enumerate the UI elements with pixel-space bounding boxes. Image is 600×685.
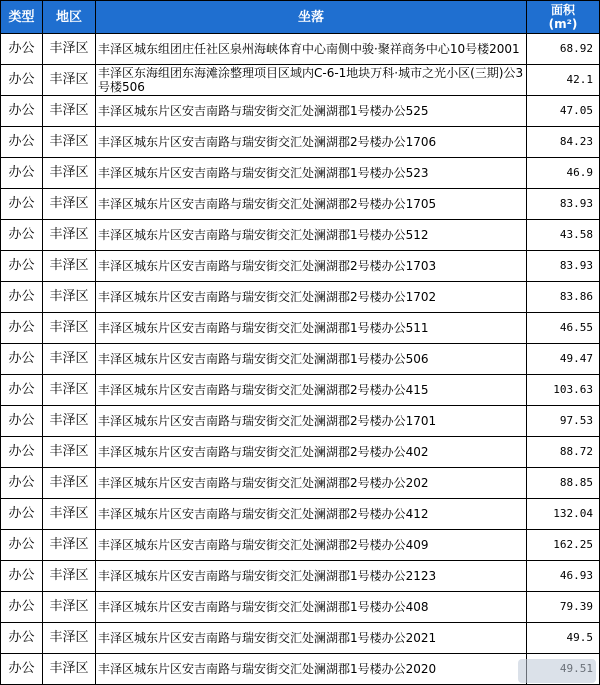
table-row [1, 654, 600, 685]
table-row [1, 189, 600, 220]
cell-type: 办公 [1, 530, 43, 561]
cell-district: 丰泽区 [43, 437, 96, 468]
cell-district: 丰泽区 [43, 530, 96, 561]
cell-address: 丰泽区城东片区安吉南路与瑞安街交汇处澜湖郡2号楼办公1705 [96, 189, 527, 220]
cell-area: 97.53 [527, 406, 600, 437]
cell-type: 办公 [1, 158, 43, 189]
cell-type: 办公 [1, 592, 43, 623]
table-row [1, 220, 600, 251]
cell-area: 83.93 [527, 251, 600, 282]
table-row [1, 251, 600, 282]
cell-address: 丰泽区城东组团庄任社区泉州海峡体育中心南侧中骏·聚祥商务中心10号楼2001 [96, 34, 527, 65]
cell-type: 办公 [1, 499, 43, 530]
table-row [1, 375, 600, 406]
table-row [1, 65, 600, 96]
cell-type: 办公 [1, 561, 43, 592]
cell-address: 丰泽区城东片区安吉南路与瑞安街交汇处澜湖郡1号楼办公511 [96, 313, 527, 344]
cell-area: 83.86 [527, 282, 600, 313]
header-location: 坐落 [96, 1, 527, 34]
table-row [1, 127, 600, 158]
cell-district: 丰泽区 [43, 34, 96, 65]
cell-type: 办公 [1, 468, 43, 499]
cell-district: 丰泽区 [43, 158, 96, 189]
header-area [527, 1, 600, 34]
cell-district: 丰泽区 [43, 65, 96, 96]
cell-address: 丰泽区城东片区安吉南路与瑞安街交汇处澜湖郡2号楼办公415 [96, 375, 527, 406]
cell-district: 丰泽区 [43, 96, 96, 127]
cell-type: 办公 [1, 623, 43, 654]
table-row [1, 499, 600, 530]
cell-area: 83.93 [527, 189, 600, 220]
cell-district: 丰泽区 [43, 344, 96, 375]
cell-type: 办公 [1, 220, 43, 251]
cell-area: 88.72 [527, 437, 600, 468]
cell-area: 68.92 [527, 34, 600, 65]
cell-area: 46.93 [527, 561, 600, 592]
table-header [1, 1, 600, 34]
cell-address: 丰泽区城东片区安吉南路与瑞安街交汇处澜湖郡1号楼办公523 [96, 158, 527, 189]
cell-type: 办公 [1, 375, 43, 406]
cell-type: 办公 [1, 65, 43, 96]
cell-area: 88.85 [527, 468, 600, 499]
cell-address: 丰泽区城东片区安吉南路与瑞安街交汇处澜湖郡2号楼办公409 [96, 530, 527, 561]
table-row [1, 468, 600, 499]
cell-district: 丰泽区 [43, 220, 96, 251]
cell-area: 84.23 [527, 127, 600, 158]
table-row [1, 592, 600, 623]
cell-address: 丰泽区城东片区安吉南路与瑞安街交汇处澜湖郡1号楼办公2021 [96, 623, 527, 654]
cell-district: 丰泽区 [43, 189, 96, 220]
cell-district: 丰泽区 [43, 127, 96, 158]
cell-type: 办公 [1, 344, 43, 375]
table-row [1, 406, 600, 437]
cell-area: 162.25 [527, 530, 600, 561]
cell-type: 办公 [1, 406, 43, 437]
cell-area: 49.47 [527, 344, 600, 375]
cell-type: 办公 [1, 189, 43, 220]
cell-area: 132.04 [527, 499, 600, 530]
header-row [1, 1, 600, 34]
cell-district: 丰泽区 [43, 282, 96, 313]
cell-area: 49.5 [527, 623, 600, 654]
cell-address: 丰泽区城东片区安吉南路与瑞安街交汇处澜湖郡2号楼办公1702 [96, 282, 527, 313]
cell-district: 丰泽区 [43, 406, 96, 437]
cell-type: 办公 [1, 127, 43, 158]
table-row [1, 282, 600, 313]
cell-district: 丰泽区 [43, 654, 96, 685]
cell-address: 丰泽区城东片区安吉南路与瑞安街交汇处澜湖郡2号楼办公1701 [96, 406, 527, 437]
cell-type: 办公 [1, 654, 43, 685]
cell-district: 丰泽区 [43, 468, 96, 499]
cell-address: 丰泽区城东片区安吉南路与瑞安街交汇处澜湖郡1号楼办公512 [96, 220, 527, 251]
cell-address: 丰泽区东海组团东海滩涂整理项目区域内C-6-1地块万科·城市之光小区(三期)公3号楼506 [96, 65, 527, 96]
cell-type: 办公 [1, 34, 43, 65]
header-area-unit: (m²) [548, 17, 578, 31]
watermark-overlay [518, 659, 596, 683]
cell-address: 丰泽区城东片区安吉南路与瑞安街交汇处澜湖郡1号楼办公2123 [96, 561, 527, 592]
cell-area: 46.55 [527, 313, 600, 344]
cell-address: 丰泽区城东片区安吉南路与瑞安街交汇处澜湖郡1号楼办公506 [96, 344, 527, 375]
cell-address: 丰泽区城东片区安吉南路与瑞安街交汇处澜湖郡2号楼办公412 [96, 499, 527, 530]
table-row [1, 530, 600, 561]
cell-district: 丰泽区 [43, 251, 96, 282]
table-row [1, 313, 600, 344]
header-type: 类型 [1, 1, 43, 34]
cell-address: 丰泽区城东片区安吉南路与瑞安街交汇处澜湖郡2号楼办公402 [96, 437, 527, 468]
cell-type: 办公 [1, 96, 43, 127]
table-body [1, 34, 600, 685]
cell-address: 丰泽区城东片区安吉南路与瑞安街交汇处澜湖郡2号楼办公1703 [96, 251, 527, 282]
cell-area: 46.9 [527, 158, 600, 189]
table-row [1, 344, 600, 375]
cell-district: 丰泽区 [43, 623, 96, 654]
table-row [1, 623, 600, 654]
cell-district: 丰泽区 [43, 561, 96, 592]
cell-district: 丰泽区 [43, 592, 96, 623]
cell-district: 丰泽区 [43, 313, 96, 344]
table-row [1, 34, 600, 65]
cell-type: 办公 [1, 313, 43, 344]
cell-address: 丰泽区城东片区安吉南路与瑞安街交汇处澜湖郡1号楼办公525 [96, 96, 527, 127]
cell-area: 42.1 [527, 65, 600, 96]
cell-type: 办公 [1, 282, 43, 313]
table-row [1, 158, 600, 189]
cell-address: 丰泽区城东片区安吉南路与瑞安街交汇处澜湖郡2号楼办公1706 [96, 127, 527, 158]
cell-area: 43.58 [527, 220, 600, 251]
header-area-label: 面积 [550, 3, 575, 17]
cell-district: 丰泽区 [43, 499, 96, 530]
cell-address: 丰泽区城东片区安吉南路与瑞安街交汇处澜湖郡2号楼办公202 [96, 468, 527, 499]
header-district: 地区 [43, 1, 96, 34]
cell-area: 47.05 [527, 96, 600, 127]
cell-address: 丰泽区城东片区安吉南路与瑞安街交汇处澜湖郡1号楼办公2020 [96, 654, 527, 685]
cell-area: 79.39 [527, 592, 600, 623]
table-row [1, 561, 600, 592]
cell-district: 丰泽区 [43, 375, 96, 406]
cell-type: 办公 [1, 437, 43, 468]
table-row [1, 96, 600, 127]
cell-area: 103.63 [527, 375, 600, 406]
cell-type: 办公 [1, 251, 43, 282]
cell-address: 丰泽区城东片区安吉南路与瑞安街交汇处澜湖郡1号楼办公408 [96, 592, 527, 623]
table-row [1, 437, 600, 468]
